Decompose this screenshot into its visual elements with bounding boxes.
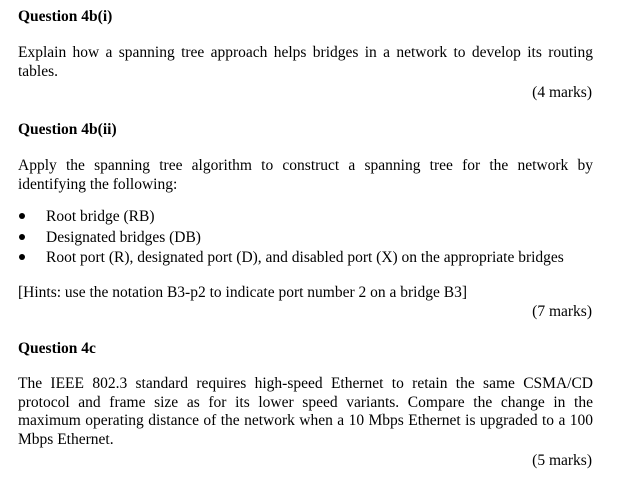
bullet-dot-icon [19, 254, 25, 260]
bullet-dot-icon [19, 234, 25, 240]
question-4bii-hint: [Hints: use the notation B3-p2 to indicate port number 2 on a bridge B3] [18, 284, 467, 301]
question-4c-heading: Question 4c [18, 340, 96, 357]
question-4c-marks: (5 marks) [532, 452, 592, 469]
bullet-text: Root port (R), designated port (D), and disabled port (X) on the appropriate bridges [46, 249, 564, 266]
bullet-dot-icon [19, 213, 25, 219]
bullet-text: Root bridge (RB) [46, 208, 155, 225]
question-4c-text: The IEEE 802.3 standard requires high-speed Ethernet to retain the same CSMA/CD protocol and frame size as for its lower speed variants. Compare the change in the maximum operating distance of the network when a 10 Mbps Ethernet is upgraded to a 100 Mbps Ethernet. [18, 375, 593, 448]
question-4bi-text: Explain how a spanning tree approach helps bridges in a network to develop its routing tables. [18, 44, 593, 80]
question-4bii-marks: (7 marks) [532, 303, 592, 320]
bullet-text: Designated bridges (DB) [46, 229, 201, 246]
question-4bii-heading: Question 4b(ii) [18, 121, 117, 138]
question-4bi-heading: Question 4b(i) [18, 8, 113, 25]
question-4bi-marks: (4 marks) [532, 84, 592, 101]
question-4bii-intro: Apply the spanning tree algorithm to construct a spanning tree for the network by identifying the following: [18, 157, 593, 193]
